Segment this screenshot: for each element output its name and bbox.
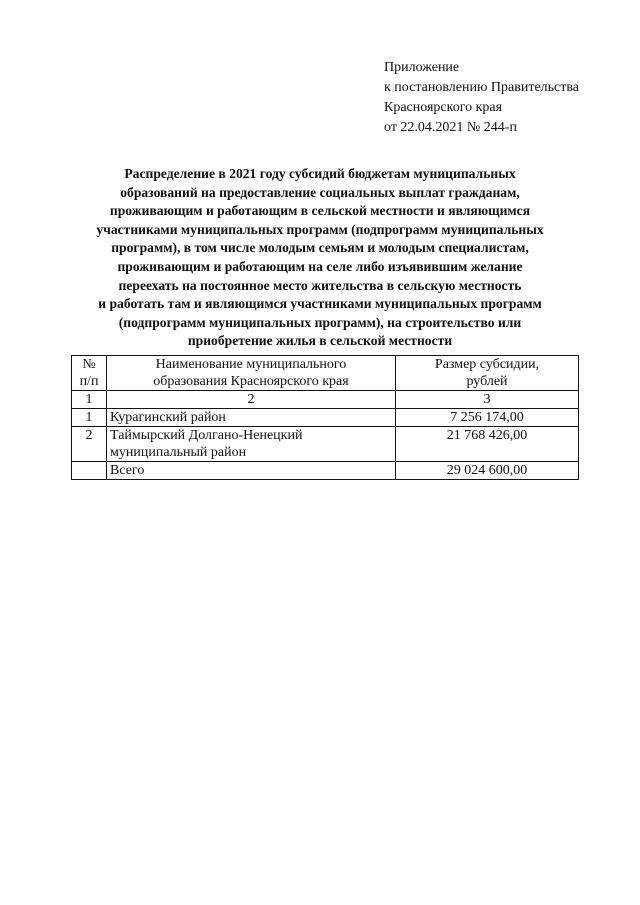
title-line: программ), в том числе молодым семьям и молодым специалистам, <box>111 240 529 256</box>
table-row <box>72 427 579 462</box>
header-num-line-2: п/п <box>79 374 99 389</box>
column-number-cell: 3 <box>396 391 579 409</box>
table-row <box>72 409 579 427</box>
title-line: Распределение в 2021 году субсидий бюджетам муниципальных <box>124 166 516 181</box>
total-row <box>72 462 579 480</box>
total-sum-cell: 29 024 600,00 <box>396 462 579 480</box>
row-name-cell: Курагинский район <box>107 409 396 427</box>
appendix-line-1: Приложение <box>384 60 460 75</box>
row-name-line-2: муниципальный район <box>110 445 247 460</box>
title-line: образований на предоставление социальных выплат гражданам, <box>120 184 520 200</box>
table-header-row <box>72 356 579 391</box>
title-line: переехать на постоянное место жительства в сельскую местность <box>118 277 522 293</box>
row-sum-cell: 21 768 426,00 <box>396 427 579 462</box>
row-name-line-1: Таймырский Долгано-Ненецкий <box>110 428 303 443</box>
header-num-line-1: № <box>82 357 96 372</box>
total-label-cell: Всего <box>107 462 396 480</box>
header-name-cell <box>107 356 396 391</box>
column-numbers-row <box>72 391 579 409</box>
appendix-line-3: Красноярского края <box>384 100 503 115</box>
header-sum-line-1: Размер субсидии, <box>434 357 540 372</box>
subsidy-table <box>71 355 579 480</box>
row-sum-cell: 7 256 174,00 <box>396 409 579 427</box>
title-line: проживающим и работающим на селе либо изъявившим желание <box>117 258 523 274</box>
appendix-block <box>384 58 579 138</box>
header-name-line-1: Наименование муниципального <box>155 357 347 372</box>
header-num-cell <box>72 356 107 391</box>
title-line: приобретение жилья в сельской местности <box>187 333 453 349</box>
title-line: и работать там и являющимся участниками муниципальных программ <box>98 296 542 312</box>
column-number-cell: 2 <box>107 391 396 409</box>
total-num-cell <box>72 462 107 480</box>
row-num-cell: 1 <box>72 409 107 427</box>
title-line: (подпрограмм муниципальных программ), на строительство или <box>118 314 522 330</box>
row-name-cell <box>107 427 396 462</box>
appendix-line-2: к постановлению Правительства <box>384 80 580 95</box>
header-name-line-2: образования Красноярского края <box>153 374 349 389</box>
title-line: проживающим и работающим в сельской местности и являющимся <box>109 203 531 219</box>
appendix-line-4: от 22.04.2021 № 244-п <box>384 120 517 135</box>
row-num-cell: 2 <box>72 427 107 462</box>
header-sum-cell <box>396 356 579 391</box>
column-number-cell: 1 <box>72 391 107 409</box>
document-title <box>60 165 580 351</box>
header-sum-line-2: рублей <box>466 374 508 389</box>
title-line: участниками муниципальных программ (подпрограмм муниципальных <box>96 221 544 237</box>
